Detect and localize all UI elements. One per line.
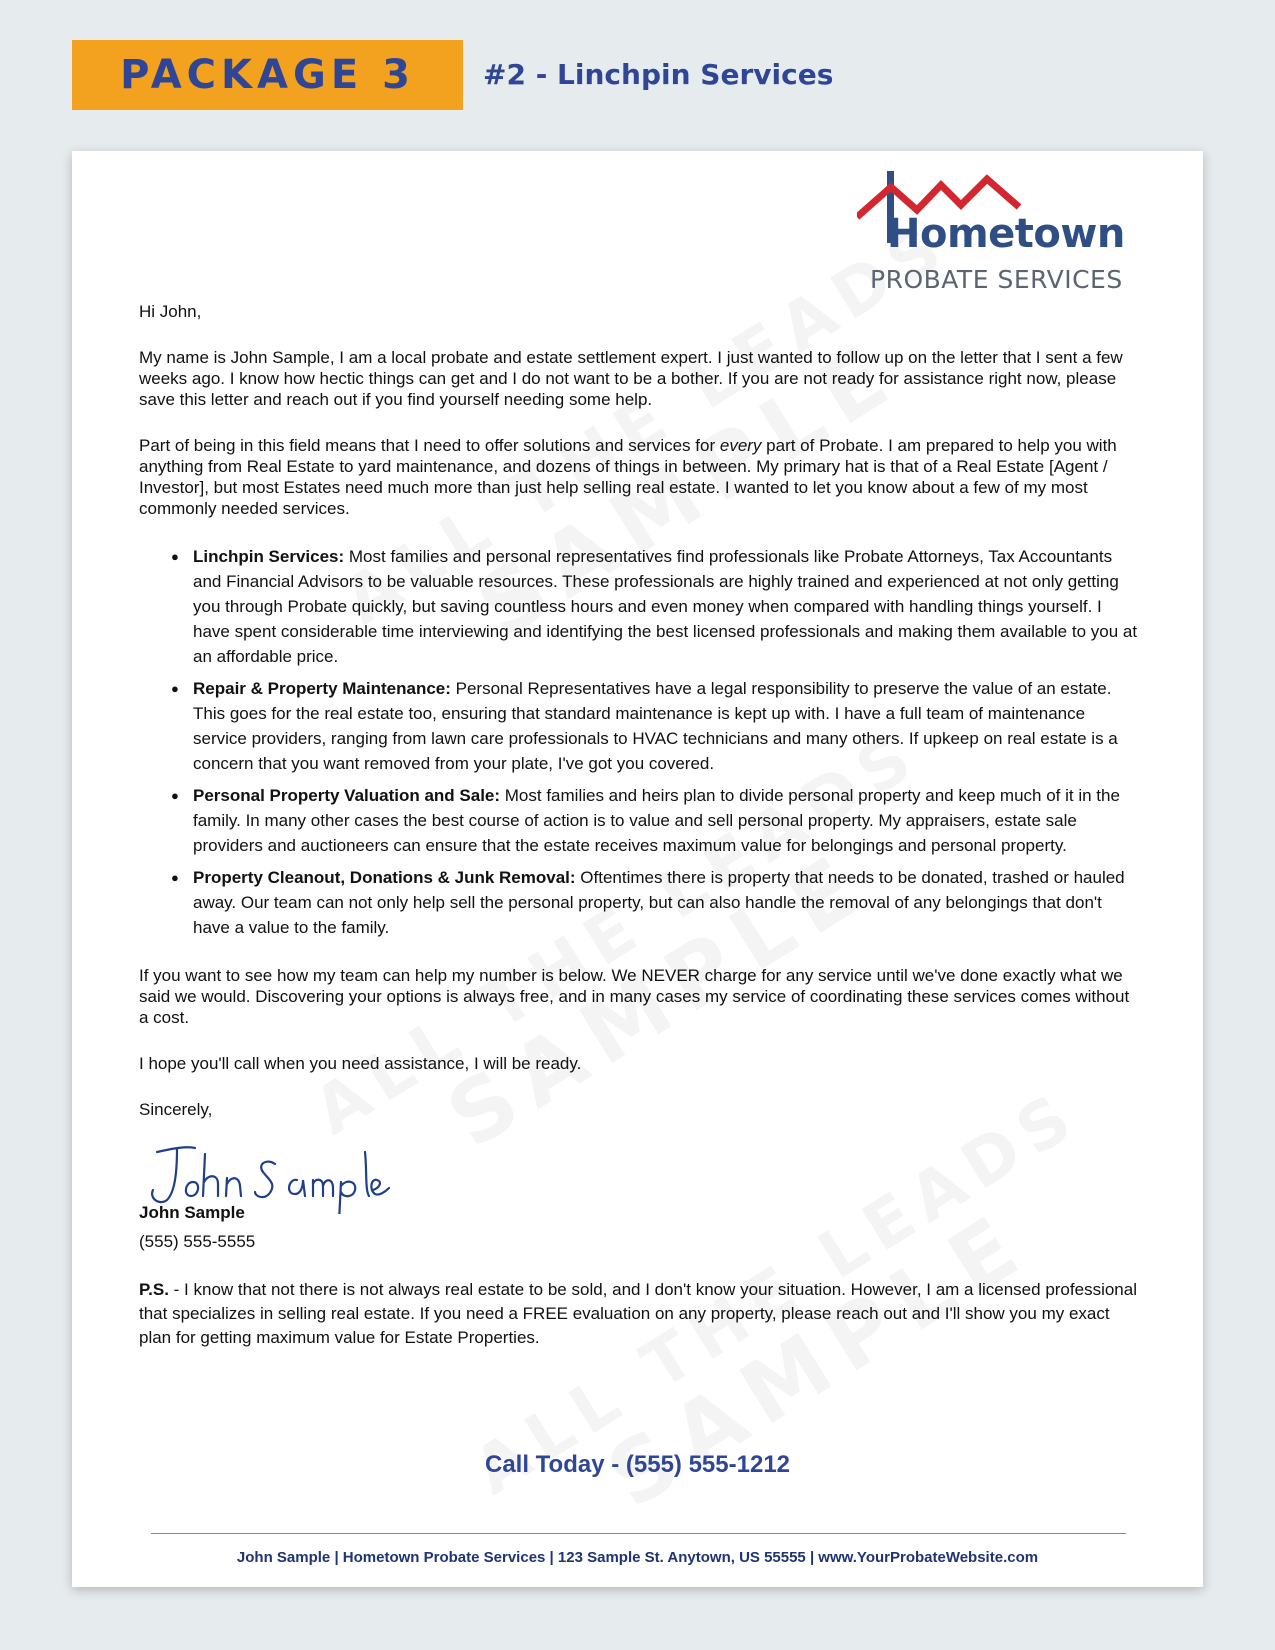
bullet-icon: ● (171, 788, 179, 803)
service-item: ● Linchpin Services: Most families and personal representatives find professionals like Probate Attorneys, Tax Accountants and Financial Advisors to be valuable resources. These professionals are highly trained and experienced at not only getting you through Probate quickly, but saving countless hours and even money when compared with handling things yourself. I have spent considerable time interviewing and identifying the best licensed professionals and making them available to you at an affordable price. (193, 544, 1139, 669)
logo-wordmark: Hometown (887, 211, 1125, 257)
greeting: Hi John, (139, 302, 202, 321)
bullet-icon: ● (171, 870, 179, 885)
postscript: P.S. - I know that not there is not always real estate to be sold, and I don't know your situation. However, I am a licensed professional that specializes in selling real estate. If you need a FREE evaluation on any property, please reach out and I'll show you my exact plan for getting maximum value for Estate Properties. (139, 1280, 1137, 1347)
signer-name: John Sample (139, 1203, 245, 1222)
logo-subtitle: PROBATE SERVICES (870, 265, 1123, 294)
services-intro-paragraph: Part of being in this field means that I need to offer solutions and services for every part of Probate. I am prepared to help you with anything from Real Estate to yard maintenance, and dozens of things in between. My primary hat is that of a Real Estate [Agent / Investor], but most Estates need much more than just help selling real estate. I wanted to let you know about a few of my most commonly needed services. (139, 436, 1117, 518)
company-logo (857, 165, 1197, 295)
letter-body (139, 301, 1139, 1350)
handwritten-signature (139, 1140, 1139, 1202)
signature-image (135, 1134, 415, 1214)
call-to-action: Call Today - (555) 555-1212 (484, 1451, 791, 1478)
footer-contact: John Sample | Hometown Probate Services | 123 Sample St. Anytown, US 55555 | www.YourProbateWebsite.com (236, 1549, 1039, 1566)
services-list (139, 544, 1139, 940)
bullet-icon: ● (171, 549, 179, 564)
sign-off: Sincerely, (139, 1100, 213, 1119)
service-item: ● Personal Property Valuation and Sale: Most families and heirs plan to divide personal property and keep much of it in the family. In many other cases the best course of action is to value and sell personal property. My appraisers, estate sale providers and auctioneers can ensure that the estate receives maximum value for belongings and personal property. (193, 783, 1139, 858)
package-banner (72, 40, 463, 110)
bullet-icon: ● (171, 681, 179, 696)
signer-phone: (555) 555-5555 (139, 1232, 256, 1251)
closing-paragraph: If you want to see how my team can help my number is below. We NEVER charge for any service until we've done exactly what we said we would. Discovering your options is always free, and in many cases my service of coordinating these services comes without a cost. (139, 966, 1130, 1027)
footer-divider (151, 1533, 1126, 1534)
service-item: ● Property Cleanout, Donations & Junk Removal: Oftentimes there is property that needs to be donated, trashed or hauled away. Our team can not only help sell the personal property, but can also handle the removal of any belongings that don't have a value to the family. (193, 865, 1139, 940)
intro-paragraph: My name is John Sample, I am a local probate and estate settlement expert. I just wanted to follow up on the letter that I sent a few weeks ago. I know how hectic things can get and I do not want to be a bother. If you are not ready for assistance right now, please save this letter and reach out if you find yourself needing some help. (139, 348, 1123, 409)
hope-paragraph: I hope you'll call when you need assistance, I will be ready. (139, 1054, 582, 1073)
letter-sheet (72, 151, 1203, 1587)
package-label: PACKAGE 3 (120, 52, 415, 98)
package-subtitle: #2 - Linchpin Services (483, 58, 834, 91)
service-item: ● Repair & Property Maintenance: Personal Representatives have a legal responsibility to preserve the value of an estate. This goes for the real estate too, ensuring that standard maintenance is kept up with. I have a full team of maintenance service providers, ranging from lawn care professionals to HVAC technicians and many others. If upkeep on real estate is a concern that you want removed from your plate, I've got you covered. (193, 676, 1139, 776)
